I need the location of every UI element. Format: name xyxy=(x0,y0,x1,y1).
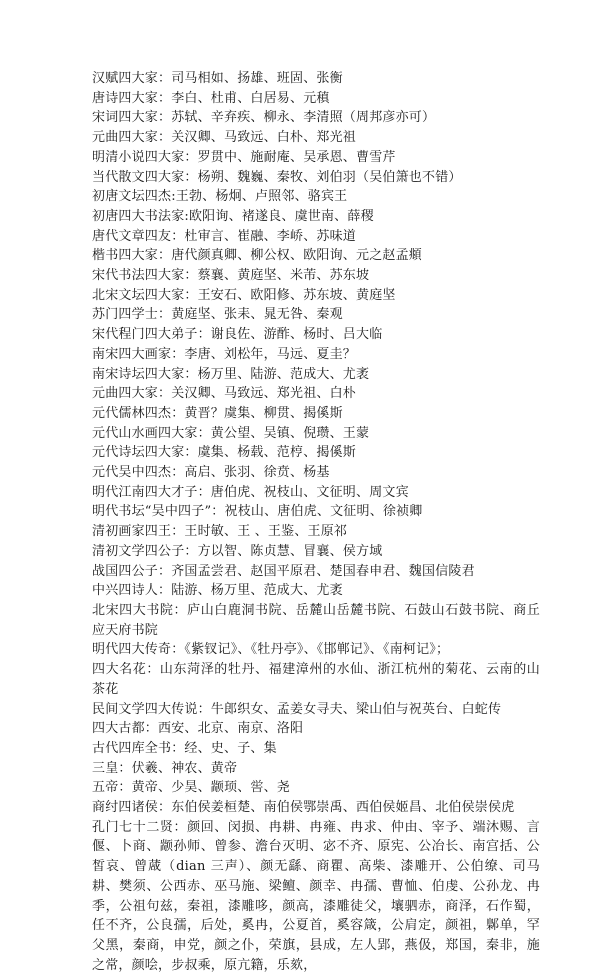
text-line-4: 元曲四大家：关汉卿、马致远、白朴、郑光祖 xyxy=(92,130,357,146)
text-line-9: 唐代文章四友：杜审言、崔融、李峤、苏味道 xyxy=(92,228,357,244)
text-line-6: 当代散文四大家：杨朔、魏巍、秦牧、刘伯羽（吴伯箫也不错） xyxy=(92,169,462,185)
text-line-14: 宋代程门四大弟子：谢良佐、游酢、杨时、吕大临 xyxy=(92,327,383,343)
text-line-2: 唐诗四大家：李白、杜甫、白居易、元稹 xyxy=(92,90,330,106)
text-line-19: 元代山水画四大家：黄公望、吴镇、倪瓒、王蒙 xyxy=(92,425,370,441)
text-line-18: 元代儒林四杰：黄晋？虞集、柳贯、揭傒斯 xyxy=(92,405,343,421)
text-line-10: 楷书四大家：唐代颜真卿、柳公权、欧阳询、元之赵孟頫 xyxy=(92,248,423,264)
text-line-35: 五帝：黄帝、少昊、颛顼、喾、尧 xyxy=(92,780,291,796)
text-line-23: 明代书坛“吴中四子”：祝枝山、唐伯虎、文征明、徐祯卿 xyxy=(92,504,423,520)
text-line-21: 元代吴中四杰：高启、张羽、徐贲、杨基 xyxy=(92,465,330,481)
text-line-27: 中兴四诗人：陆游、杨万里、范成大、尤袤 xyxy=(92,583,343,599)
text-line-5: 明清小说四大家：罗贯中、施耐庵、吴承恩、曹雪芹 xyxy=(92,149,396,165)
text-line-22: 明代江南四大才子：唐伯虎、祝枝山、文征明、周文宾 xyxy=(92,484,409,500)
text-line-25: 清初文学四公子：方以智、陈贞慧、冒襄、侯方域 xyxy=(92,543,383,559)
text-line-12: 北宋文坛四大家：王安石、欧阳修、苏东坡、黄庭坚 xyxy=(92,287,396,303)
text-line-31: 民间文学四大传说：牛郎织女、孟姜女寻夫、梁山伯与祝英台、白蛇传 xyxy=(92,701,502,717)
text-line-32: 四大古都：西安、北京、南京、洛阳 xyxy=(92,721,304,737)
text-line-24: 清初画家四王：王时敏、王 、王鉴、王原祁 xyxy=(92,524,348,540)
text-line-11: 宋代书法四大家：蔡襄、黄庭坚、米芾、苏东坡 xyxy=(92,268,370,284)
text-line-16: 南宋诗坛四大家：杨万里、陆游、范成大、尤袤 xyxy=(92,366,370,382)
text-line-3: 宋词四大家：苏轼、辛弃疾、柳永、李清照（周邦彦亦可） xyxy=(92,110,436,126)
text-line-28: 北宋四大书院：庐山白鹿洞书院、岳麓山岳麓书院、石鼓山石鼓书院、商丘应天府书院 xyxy=(92,602,540,638)
text-line-26: 战国四公子：齐国孟尝君、赵国平原君、楚国春申君、魏国信陵君 xyxy=(92,563,475,579)
text-line-29: 明代四大传奇：《紫钗记》、《牡丹亭》、《邯郸记》、《南柯记》； xyxy=(92,642,450,658)
text-line-8: 初唐四大书法家:欧阳询、褚遂良、虞世南、薛稷 xyxy=(92,208,374,224)
text-line-36: 商纣四诸侯：东伯侯姜桓楚、南伯侯鄂崇禹、西伯侯姬昌、北伯侯崇侯虎 xyxy=(92,800,515,816)
text-line-1: 汉赋四大家：司马相如、扬雄、班固、张衡 xyxy=(92,71,343,86)
text-line-37: 孔门七十二贤：颜回、闵损、冉耕、冉雍、冉求、仲由、宰予、端沐赐、言偃、卜商、颛孙师、曾参、澹台灭明、宓不齐、原宪、公冶长、南宫括、公皙哀、曾蒧（dian 三声）、颜无繇、商瞿、高柴、漆雕开、公伯缭、司马耕、樊须、公西赤、巫马施、梁鳣、颜幸、冉孺、曹恤、伯虔、公孙龙、冉季，公祖句兹，秦祖，漆雕哆，颜高，漆雕徒父，壤驷赤，商泽，石作蜀，任不齐，公良孺，后处，奚冉，公夏首，奚容箴，公肩定，颜祖，鄡单，罕父黑，秦商，申党，颜之仆，荣旗，县成，左人郢，燕伋，郑国，秦非，施之常，颜哙，步叔乘，原亢籍，乐欬， xyxy=(92,819,540,973)
text-line-20: 元代诗坛四大家：虞集、杨载、范梈、揭傒斯 xyxy=(92,445,357,461)
text-line-13: 苏门四学士：黄庭坚、张耒、晁无咎、秦观 xyxy=(92,307,343,323)
text-line-15: 南宋四大画家：李唐、刘松年，马远、夏圭？ xyxy=(92,346,357,362)
text-line-34: 三皇：伏羲、神农、黄帝 xyxy=(92,760,238,776)
text-line-33: 古代四库全书：经、史、子、集 xyxy=(92,740,277,756)
text-line-7: 初唐文坛四杰:王勃、杨炯、卢照邻、骆宾王 xyxy=(92,189,348,205)
text-line-30: 四大名花：山东菏泽的牡丹、福建漳州的水仙、浙江杭州的菊花、云南的山茶花 xyxy=(92,662,540,697)
text-line-17: 元曲四大家：关汉卿、马致远、郑光祖、白朴 xyxy=(92,386,357,402)
